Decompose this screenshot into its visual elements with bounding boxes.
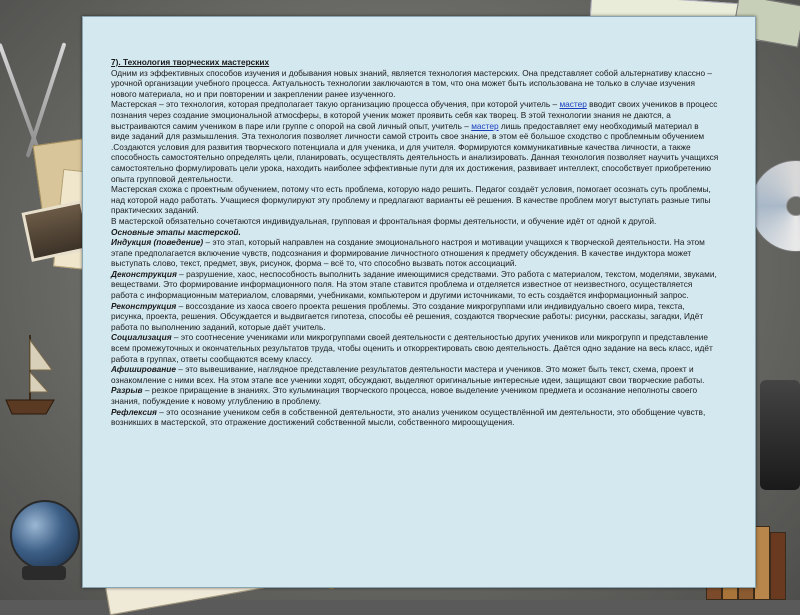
globe-image (10, 500, 80, 570)
stage-item (111, 269, 719, 301)
stage-term: Разрыв (111, 385, 143, 396)
stages-heading: Основные этапы мастерской. (111, 226, 241, 237)
definition-text-a: Мастерская – это технология, которая предполагает такую организацию процесса обучения, при которой учитель – (111, 99, 560, 110)
stage-description: – это вывешивание, наглядное представление результатов деятельности мастера и учеников. Это может быть текст, схема, проект и ознакомление с ними всех. На этом этапе все ученики ходят, обсуждают, выделяют оригинальные интересные идеи, защищают свои творческие работы. (111, 364, 705, 385)
definition-text-c: лишь предоставляет ему необходимый материал в виде заданий для размышления. Эта технология позволяет личности самой строить свое знание, в этом её большое сходство с проблемным обучением .Создаются условия для развития творческого потенциала и для ученика, и для учителя. Формируются коммуникативные качества личности, а также способность самостоятельно определять цели, планировать, осуществлять деятельность и анализировать. Данная технология позволяет научить учащихся самостоятельно формулировать цели урока, находить наиболее эффективные пути для их достижения, развивает интеллект, способствует приобретению опыта групповой деятельности. (111, 120, 719, 184)
globe-stand-image (22, 566, 66, 580)
stage-item (111, 237, 719, 269)
stage-term: Рефлексия (111, 406, 157, 417)
stage-description: – это осознание учеником себя в собственной деятельности, это анализ учеником осуществлённой им деятельности, это обобщение чувств, возникших в мастерской, это отражение достижений собственной мысли, собственного мироощущения. (111, 406, 706, 428)
stage-item (111, 301, 719, 333)
stage-description: – резкое приращение в знаниях. Это кульминация творческого процесса, новое выделение учеником предмета и осознание неполноты своего знания, побуждение к новому углублению в проблему. (111, 385, 698, 406)
definition-text-b: вводит своих учеников в процесс познания через создание эмоциональной атмосферы, в которой ученик может проявить себя как творец. В этой технологии знания не даются, а выстраиваются самим учеником в паре или группе с опорой на свой личный опыт, учитель – (111, 99, 718, 131)
book-spine (754, 526, 770, 600)
stage-description: – разрушение, хаос, неспособность выполнить задание имеющимися средствами. Это работа с материалом, текстом, моделями, звуками, веществами. Это формирование информационного поля. На этом этапе ставится проблема и отделяется известное от неизвестного, осуществляется работа с информационным материалом, словарями, учебниками, компьютером и другими источниками, то есть создаётся информационный запрос. (111, 268, 717, 301)
stage-description: – это соотнесение учениками или микрогруппами своей деятельности с деятельностью других учеников или микрогрупп и представление всем промежуточных и окончательных результатов труда, чтобы оценить и откорректировать свою деятельность. Даётся одно задание на весь класс, идёт работа в группах, ответы сообщаются всему классу. (111, 332, 713, 364)
stage-description: – это этап, который направлен на создание эмоционального настроя и мотивации учащихся к творческой деятельности. На этом этапе предполагается включение чувств, подсознания и формирование личностного отношения к предмету обсуждения. В качестве индуктора может выступать слово, текст, предмет, звук, рисунок, форма – всё то, что способно вызвать поток ассоциаций. (111, 237, 705, 269)
stage-term: Афиширование (111, 364, 176, 375)
paragraph-intro: Одним из эффективных способов изучения и добывания новых знаний, является технология мастерских. Она представляет собой альтернативу классно – урочной организации учебного процесса. Актуальность технологии заключаются в том, что она может быть использована не только в случае изучения нового материала, но и при повторении и закреплении ранее изученного. (111, 67, 712, 99)
master-link[interactable]: мастер (471, 120, 499, 131)
stage-item (111, 385, 719, 406)
paragraph-definition (111, 99, 719, 184)
compass-leg-image (0, 43, 42, 157)
ship-model-image (0, 330, 60, 420)
paragraph-project-similarity: Мастерская схожа с проектным обучением, потому что есть проблема, которую надо решить. Педагог создаёт условия, помогает осознать суть проблемы, над которой надо работать. Учащиеся формулируют эту проблему и предлагают варианты её решения. В качестве проблем могут выступать разные типы практических заданий. (111, 184, 711, 216)
book-spine (770, 532, 786, 600)
master-link[interactable]: мастер (559, 99, 587, 110)
paragraph-forms: В мастерской обязательно сочетаются индивидуальная, групповая и фронтальная формы деятельности, и обучение идёт от одной к другой. (111, 215, 657, 226)
compass-leg-image (26, 42, 67, 157)
stage-item (111, 364, 719, 385)
stage-term: Реконструкция (111, 300, 177, 311)
stage-description: – воссоздание из хаоса своего проекта решения проблемы. Это создание микрогруппами или индивидуально своего мира, текста, рисунка, проекта, решения. Обсуждается и выдвигается гипотеза, способы её решения, создаются творческие работы: рисунки, рассказы, загадки, Идёт работа по выполнению заданий, которые даёт учитель. (111, 300, 704, 332)
microscope-image (760, 380, 800, 490)
slide-text-body (111, 57, 719, 428)
slide-panel (82, 16, 756, 588)
compact-disc-hole (786, 196, 800, 216)
stage-term: Индукция (поведение) (111, 237, 204, 248)
stage-item (111, 407, 719, 428)
stage-item (111, 332, 719, 364)
stage-term: Социализация (111, 332, 172, 343)
stage-term: Деконструкция (111, 268, 177, 279)
slide-heading: 7). Технология творческих мастерских (111, 57, 270, 67)
